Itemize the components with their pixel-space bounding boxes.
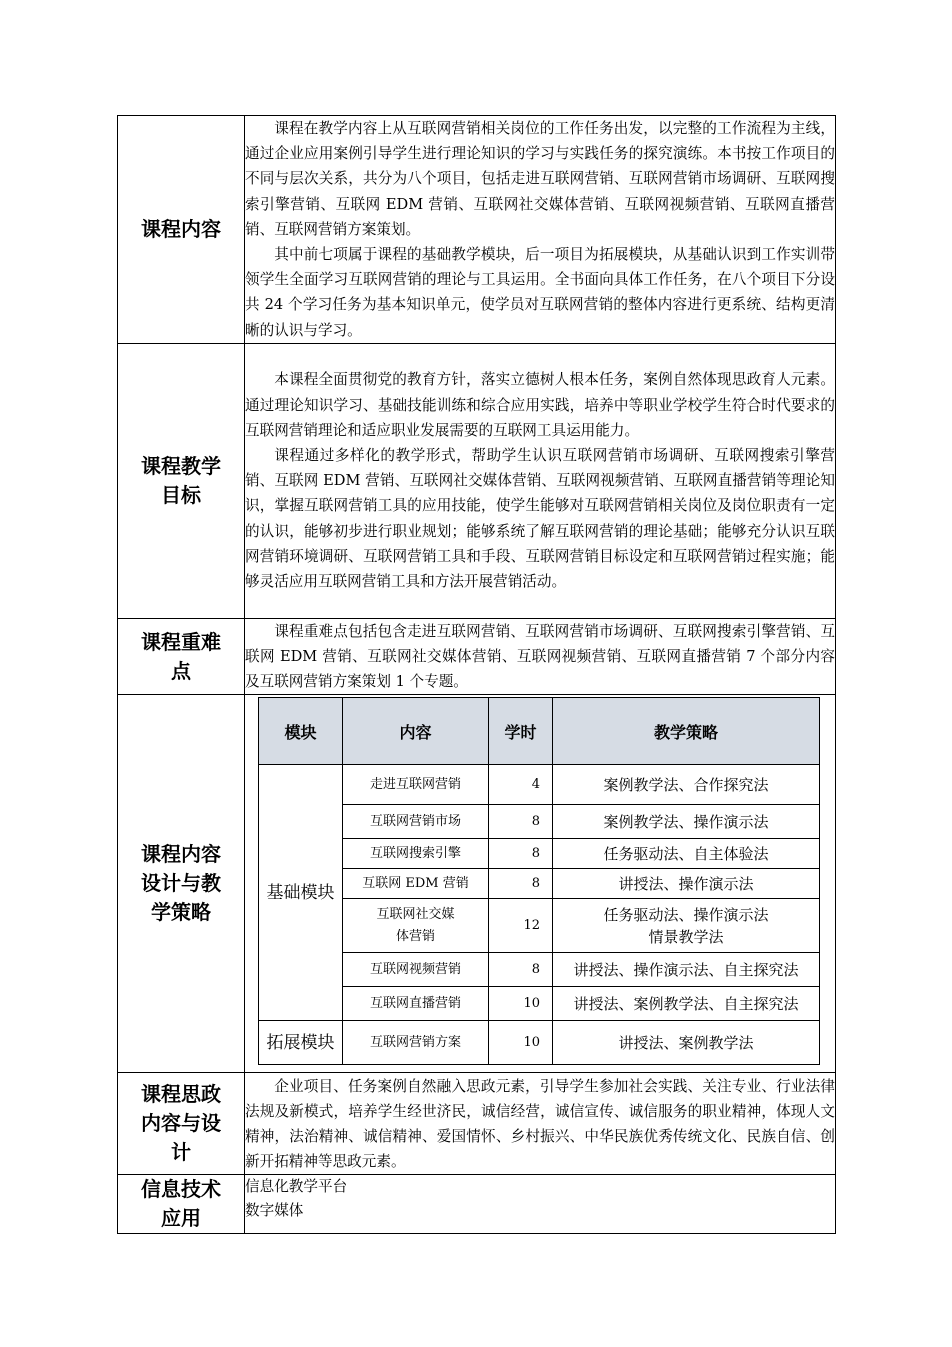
label-text: 信息技术 bbox=[141, 1177, 221, 1202]
label-text: 点 bbox=[171, 658, 191, 683]
column-header: 模块 bbox=[259, 698, 343, 765]
table-row bbox=[259, 805, 820, 839]
label-text: 学策略 bbox=[151, 900, 211, 925]
hours-cell: 4 bbox=[489, 765, 553, 805]
course-content-text bbox=[245, 116, 836, 344]
hours-cell: 10 bbox=[489, 1021, 553, 1065]
label-text: 设计与教 bbox=[141, 871, 221, 896]
row-ideology bbox=[118, 1073, 836, 1175]
table-row bbox=[259, 1021, 820, 1065]
content-line: 体营销 bbox=[395, 928, 435, 944]
design-table-cell bbox=[245, 695, 836, 1073]
content-cell: 互联网营销方案 bbox=[343, 1021, 489, 1065]
it-line: 信息化教学平台 bbox=[245, 1178, 348, 1196]
row-course-content bbox=[118, 116, 836, 344]
label-ideology bbox=[118, 1073, 245, 1175]
strategy-cell: 讲授法、操作演示法、自主探究法 bbox=[553, 953, 820, 987]
hours-cell: 8 bbox=[489, 839, 553, 869]
label-text: 计 bbox=[171, 1140, 191, 1165]
ideology-text bbox=[245, 1073, 836, 1175]
content-cell: 互联网搜索引擎 bbox=[343, 839, 489, 869]
course-info-table bbox=[117, 115, 836, 1234]
key-points-text bbox=[245, 618, 836, 695]
label-text: 目标 bbox=[161, 482, 201, 507]
label-text: 课程教学 bbox=[141, 453, 221, 478]
content-cell: 互联网直播营销 bbox=[343, 987, 489, 1021]
column-header: 内容 bbox=[343, 698, 489, 765]
strategy-line: 情景教学法 bbox=[648, 927, 724, 946]
label-text: 内容与设 bbox=[141, 1111, 221, 1136]
paragraph: 企业项目、任务案例自然融入思政元素，引导学生参加社会实践、关注专业、行业法律法规及新模式，培养学生经世济民，诚信经营，诚信宣传、诚信服务的职业精神，体现人文精神，法治精神、诚信精神、爱国情怀、乡村振兴、中华民族优秀传统文化、民族自信、创新开拓精神等思政元素。 bbox=[245, 1077, 835, 1171]
content-line: 互联网社交媒 bbox=[376, 906, 455, 922]
paragraph: 本课程全面贯彻党的教育方针，落实立德树人根本任务，案例自然体现思政育人元素。通过理论知识学习、基础技能训练和综合应用实践，培养中等职业学校学生符合时代要求的互联网营销理论和适应职业发展需要的互联网工具运用能力。 bbox=[245, 371, 835, 439]
strategy-cell: 讲授法、案例教学法 bbox=[553, 1021, 820, 1065]
hours-cell: 8 bbox=[489, 953, 553, 987]
strategy-line: 任务驱动法、操作演示法 bbox=[603, 905, 769, 924]
row-course-goals bbox=[118, 343, 836, 618]
content-cell: 互联网视频营销 bbox=[343, 953, 489, 987]
paragraph: 课程重难点包括包含走进互联网营销、互联网营销市场调研、互联网搜索引擎营销、互联网 EDM 营销、互联网社交媒体营销、互联网视频营销、互联网直播营销 7 个部分内容及互联网营销方案策划 1 个专题。 bbox=[245, 622, 835, 691]
label-course-goals bbox=[118, 343, 245, 618]
hours-cell: 8 bbox=[489, 805, 553, 839]
table-row bbox=[259, 953, 820, 987]
paragraph: 课程通过多样化的教学形式，帮助学生认识互联网营销市场调研、互联网搜索引擎营销、互联网 EDM 营销、互联网社交媒体营销、互联网视频营销、互联网直播营销等理论知识，掌握互联网营销工具的应用技能，使学生能够对互联网营销相关岗位及岗位职责有一定的认识，能够初步进行职业规划；能够系统了解互联网营销的理论基础；能够充分认识互联网营销环境调研、互联网营销工具和手段、互联网营销目标设定和互联网营销过程实施；能够灵活应用互联网营销工具和方法开展营销活动。 bbox=[245, 447, 835, 591]
strategy-table bbox=[258, 697, 820, 1065]
label-text: 应用 bbox=[161, 1206, 201, 1231]
label-design-strategy bbox=[118, 695, 245, 1073]
table-row bbox=[259, 899, 820, 953]
hours-cell: 12 bbox=[489, 899, 553, 953]
hours-cell: 8 bbox=[489, 869, 553, 899]
label-it-application bbox=[118, 1175, 245, 1234]
strategy-cell: 任务驱动法、自主体验法 bbox=[553, 839, 820, 869]
table-row bbox=[259, 839, 820, 869]
row-design-strategy bbox=[118, 695, 836, 1073]
table-header-row bbox=[259, 698, 820, 765]
content-cell bbox=[343, 899, 489, 953]
paragraph: 课程在教学内容上从互联网营销相关岗位的工作任务出发，以完整的工作流程为主线，通过企业应用案例引导学生进行理论知识的学习与实践任务的探究演练。本书按工作项目的不同与层次关系，共分为八个项目，包括走进互联网营销、互联网营销市场调研、互联网搜索引擎营销、互联网 EDM 营销、互联网社交媒体营销、互联网视频营销、互联网直播营销、互联网营销方案策划。 bbox=[245, 120, 835, 238]
label-text: 课程内容 bbox=[141, 842, 221, 867]
label-key-points bbox=[118, 618, 245, 695]
module-cell-extend: 拓展模块 bbox=[259, 1021, 343, 1065]
table-row bbox=[259, 765, 820, 805]
column-header: 学时 bbox=[489, 698, 553, 765]
content-cell: 互联网营销市场 bbox=[343, 805, 489, 839]
table-row bbox=[259, 987, 820, 1021]
strategy-cell: 案例教学法、合作探究法 bbox=[553, 765, 820, 805]
paragraph: 其中前七项属于课程的基础教学模块，后一项目为拓展模块，从基础认识到工作实训带领学生全面学习互联网营销的理论与工具运用。全书面向具体工作任务，在八个项目下分设共 24 个学习任务为基本知识单元，使学员对互联网营销的整体内容进行更系统、结构更清晰的认识与学习。 bbox=[245, 246, 835, 339]
label-course-content bbox=[118, 116, 245, 344]
label-text: 课程思政 bbox=[141, 1082, 221, 1107]
label-text: 课程重难 bbox=[141, 629, 221, 654]
label-text: 课程内容 bbox=[141, 216, 221, 241]
strategy-cell bbox=[553, 899, 820, 953]
row-it-application bbox=[118, 1175, 836, 1234]
strategy-cell: 案例教学法、操作演示法 bbox=[553, 805, 820, 839]
module-cell-basic: 基础模块 bbox=[259, 765, 343, 1021]
column-header: 教学策略 bbox=[553, 698, 820, 765]
table-row bbox=[259, 869, 820, 899]
strategy-cell: 讲授法、案例教学法、自主探究法 bbox=[553, 987, 820, 1021]
strategy-cell: 讲授法、操作演示法 bbox=[553, 869, 820, 899]
it-line: 数字媒体 bbox=[245, 1202, 304, 1220]
content-cell: 走进互联网营销 bbox=[343, 765, 489, 805]
it-application-text bbox=[245, 1175, 836, 1234]
course-goals-text bbox=[245, 343, 836, 618]
row-key-points bbox=[118, 618, 836, 695]
hours-cell: 10 bbox=[489, 987, 553, 1021]
content-cell: 互联网 EDM 营销 bbox=[343, 869, 489, 899]
